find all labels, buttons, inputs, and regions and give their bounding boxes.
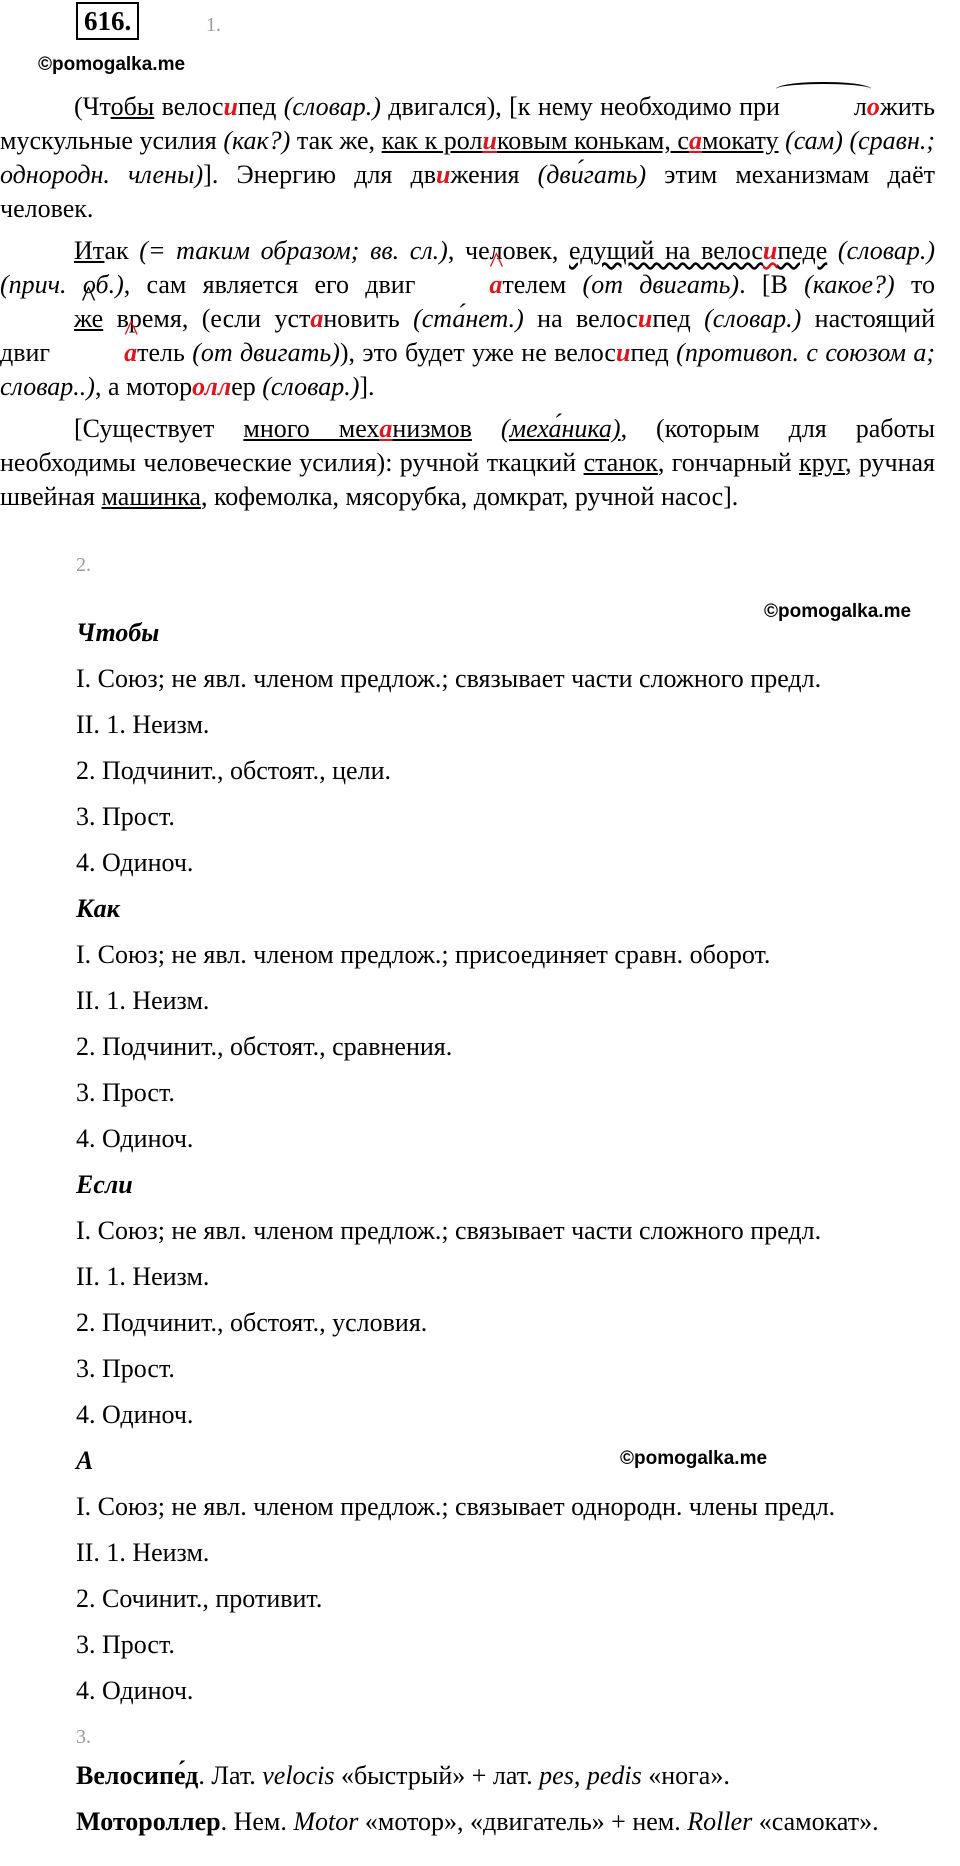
analysis-line: II. 1. Неизм. [76, 1262, 210, 1291]
analysis-line: 2. Подчинит., обстоят., сравнения. [76, 1032, 453, 1061]
paragraph-3: [Существует много механизмов (меха́ника), (которым для работы необходимы человеческие усилия): ручной ткацкий станок, гончарный круг, ручная швейная машинка, кофемолка, мясорубка, домкрат, ручной насос]. [0, 414, 935, 511]
analysis-word: А [76, 1446, 94, 1475]
analysis-word: Как [76, 894, 120, 923]
analysis-line: I. Союз; не явл. членом предлож.; присоединяет сравн. оборот. [76, 940, 771, 969]
analysis-word: Если [76, 1170, 133, 1199]
analysis-line: I. Союз; не явл. членом предлож.; связывает части сложного предл. [76, 664, 822, 693]
analysis-chtoby [76, 610, 936, 886]
text-block [0, 90, 935, 522]
analysis-line: I. Союз; не явл. членом предлож.; связывает части сложного предл. [76, 1216, 822, 1245]
analysis-line: II. 1. Неизм. [76, 710, 210, 739]
analysis-line: 2. Подчинит., обстоят., условия. [76, 1308, 428, 1337]
analysis-line: 3. Прост. [76, 1630, 175, 1659]
paragraph-2: Итак (= таким образом; вв. сл.), человек, едущий на велосипеде (словар.) (прич. об.), сам является его двиг^ ателем (от двигать). [В (какое?) то ^ же время, (если установить (ста́нет.) на велосипед (словар.) настоящий двиг^ атель (от двигать)), это будет уже не велосипед (противоп. с союзом а; словар..), а мотороллер (словар.)]. [0, 234, 935, 404]
analysis-line: 2. Сочинит., противит. [76, 1584, 323, 1613]
analysis-line: II. 1. Неизм. [76, 986, 210, 1015]
analysis-line: 4. Одиноч. [76, 1676, 194, 1705]
analysis-a [76, 1438, 936, 1714]
step-2-label: 2. [76, 554, 91, 576]
analysis-esli [76, 1162, 936, 1438]
analysis-line: II. 1. Неизм. [76, 1538, 210, 1567]
etymology-item: Велосипе́д. Лат. velocis «быстрый» + лат. pes, pedis «нога». [76, 1761, 730, 1790]
analysis-line: 3. Прост. [76, 1078, 175, 1107]
analysis-word: Чтобы [76, 618, 160, 647]
analysis-kak [76, 886, 936, 1162]
analysis-line: I. Союз; не явл. членом предлож.; связывает однородн. члены предл. [76, 1492, 836, 1521]
analysis-line: 4. Одиноч. [76, 848, 194, 877]
step-3-label: 3. [76, 1726, 91, 1748]
analysis-line: 2. Подчинит., обстоят., цели. [76, 756, 391, 785]
analysis-line: 4. Одиноч. [76, 1124, 194, 1153]
exercise-header [76, 2, 139, 42]
watermark: ©pomogalka.me [764, 601, 912, 622]
exercise-number: 616. [76, 2, 139, 40]
analysis-line: 3. Прост. [76, 802, 175, 831]
watermark: ©pomogalka.me [38, 54, 186, 75]
etymology-item: Мотороллер. Нем. Motor «мотор», «двигатель» + нем. Roller «самокат». [76, 1807, 879, 1836]
analysis-line: 4. Одиноч. [76, 1400, 194, 1429]
step-1-label: 1. [206, 14, 221, 36]
analysis-section [76, 610, 936, 1714]
analysis-line: 3. Прост. [76, 1354, 175, 1383]
etymology-section [76, 1758, 936, 1850]
watermark: ©pomogalka.me [620, 1448, 768, 1469]
paragraph-1: (Чтобы велосипед (словар.) двигался), [к нему необходимо при ложить мускульные усилия (как?) так же, как к роликовым конькам, самокату (сам) (сравн.; однородн. члены)]. Энергию для движения (дви́гать) этим механизмам даёт человек. [0, 92, 936, 223]
